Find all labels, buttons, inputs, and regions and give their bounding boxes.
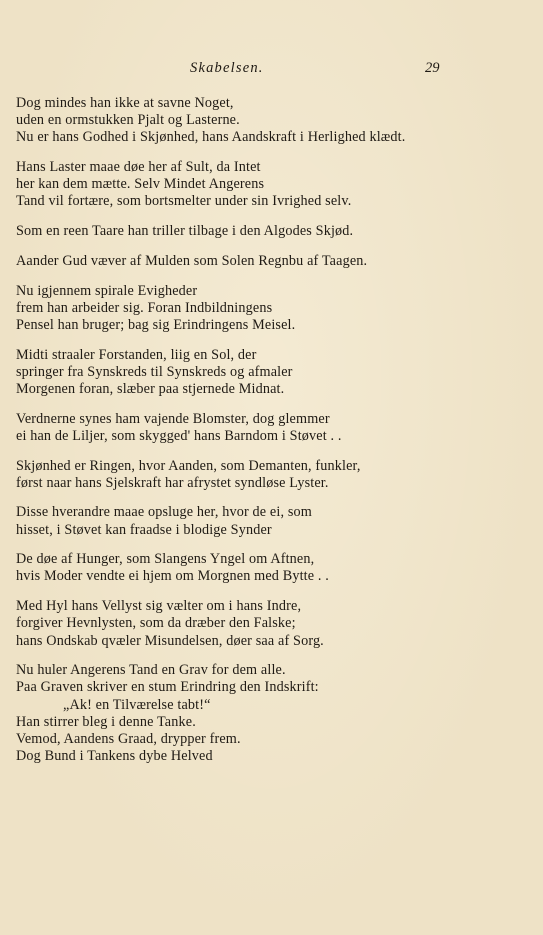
- stanza: [16, 411, 536, 445]
- stanza: [16, 458, 536, 492]
- verse-line: Dog mindes han ikke at savne Noget,: [16, 95, 234, 111]
- stanza: [16, 662, 536, 765]
- stanza: [16, 159, 536, 211]
- verse-line: Dog Bund i Tankens dybe Helved: [16, 748, 213, 765]
- verse-line: Midti straaler Forstanden, liig en Sol, der: [16, 346, 257, 363]
- stanza: [16, 598, 536, 650]
- verse-line: Morgenen foran, slæber paa stjernede Midnat.: [16, 380, 285, 397]
- verse-line: Hans Laster maae døe her af Sult, da Intet: [16, 159, 261, 176]
- stanza: [16, 95, 536, 147]
- verse-line: hisset, i Støvet kan fraadse i blodige Synder: [16, 521, 272, 538]
- stanza: [16, 253, 536, 270]
- verse-line: Aander Gud væver af Mulden som Solen Regnbu af Taagen.: [16, 252, 368, 269]
- verse-line: „Ak! en Tilværelse tabt!“: [63, 696, 211, 713]
- stanza: [16, 347, 536, 399]
- verse-line: Nu er hans Godhed i Skjønhed, hans Aandskraft i Herlighed klædt.: [16, 129, 406, 146]
- verse-line: Med Hyl hans Vellyst sig vælter om i hans Indre,: [16, 598, 302, 615]
- stanza: [16, 283, 536, 335]
- verse-line: springer fra Synskreds til Synskreds og afmaler: [16, 363, 293, 380]
- running-title: Skabelsen.: [190, 60, 264, 76]
- verse-line: her kan dem mætte. Selv Mindet Angerens: [16, 176, 265, 193]
- stanza: [16, 223, 536, 240]
- running-head: [0, 60, 543, 82]
- page-number: 29: [425, 60, 440, 76]
- verse-line: hans Ondskab qvæler Misundelsen, døer saa af Sorg.: [16, 632, 324, 649]
- verse-line: Nu huler Angerens Tand en Grav for dem alle.: [16, 662, 286, 679]
- verse-line: Disse hverandre maae opsluge her, hvor de ei, som: [16, 504, 312, 521]
- verse-line: Skjønhed er Ringen, hvor Aanden, som Demanten, funkler,: [16, 457, 361, 474]
- verse-line: Tand vil fortære, som bortsmelter under sin Ivrighed selv.: [16, 193, 352, 210]
- verse-line: Som en reen Taare han triller tilbage i den Algodes Skjød.: [16, 223, 354, 240]
- verse-line: forgiver Hevnlysten, som da dræber den Falske;: [16, 615, 296, 632]
- verse-line: Vemod, Aandens Graad, drypper frem.: [16, 730, 241, 747]
- verse-line: Pensel han bruger; bag sig Erindringens Meisel.: [16, 316, 296, 333]
- verse-line: hvis Moder vendte ei hjem om Morgnen med Bytte . .: [16, 568, 330, 585]
- verse-line: uden en ormstukken Pjalt og Lasterne.: [16, 112, 240, 129]
- poem-text: [16, 95, 536, 778]
- verse-line: frem han arbeider sig. Foran Indbildningens: [16, 299, 273, 316]
- verse-line: Paa Graven skriver en stum Erindring den Indskrift:: [16, 679, 319, 696]
- stanza: [16, 504, 536, 538]
- verse-line: Nu igjennem spirale Evigheder: [16, 282, 198, 299]
- stanza: [16, 551, 536, 585]
- verse-line: De døe af Hunger, som Slangens Yngel om Aftnen,: [16, 551, 315, 568]
- verse-line: Han stirrer bleg i denne Tanke.: [16, 713, 196, 730]
- verse-line: ei han de Liljer, som skygged' hans Barndom i Støvet . .: [16, 427, 342, 444]
- verse-line: Verdnerne synes ham vajende Blomster, dog glemmer: [16, 410, 330, 427]
- verse-line: først naar hans Sjelskraft har afrystet syndløse Lyster.: [16, 474, 329, 491]
